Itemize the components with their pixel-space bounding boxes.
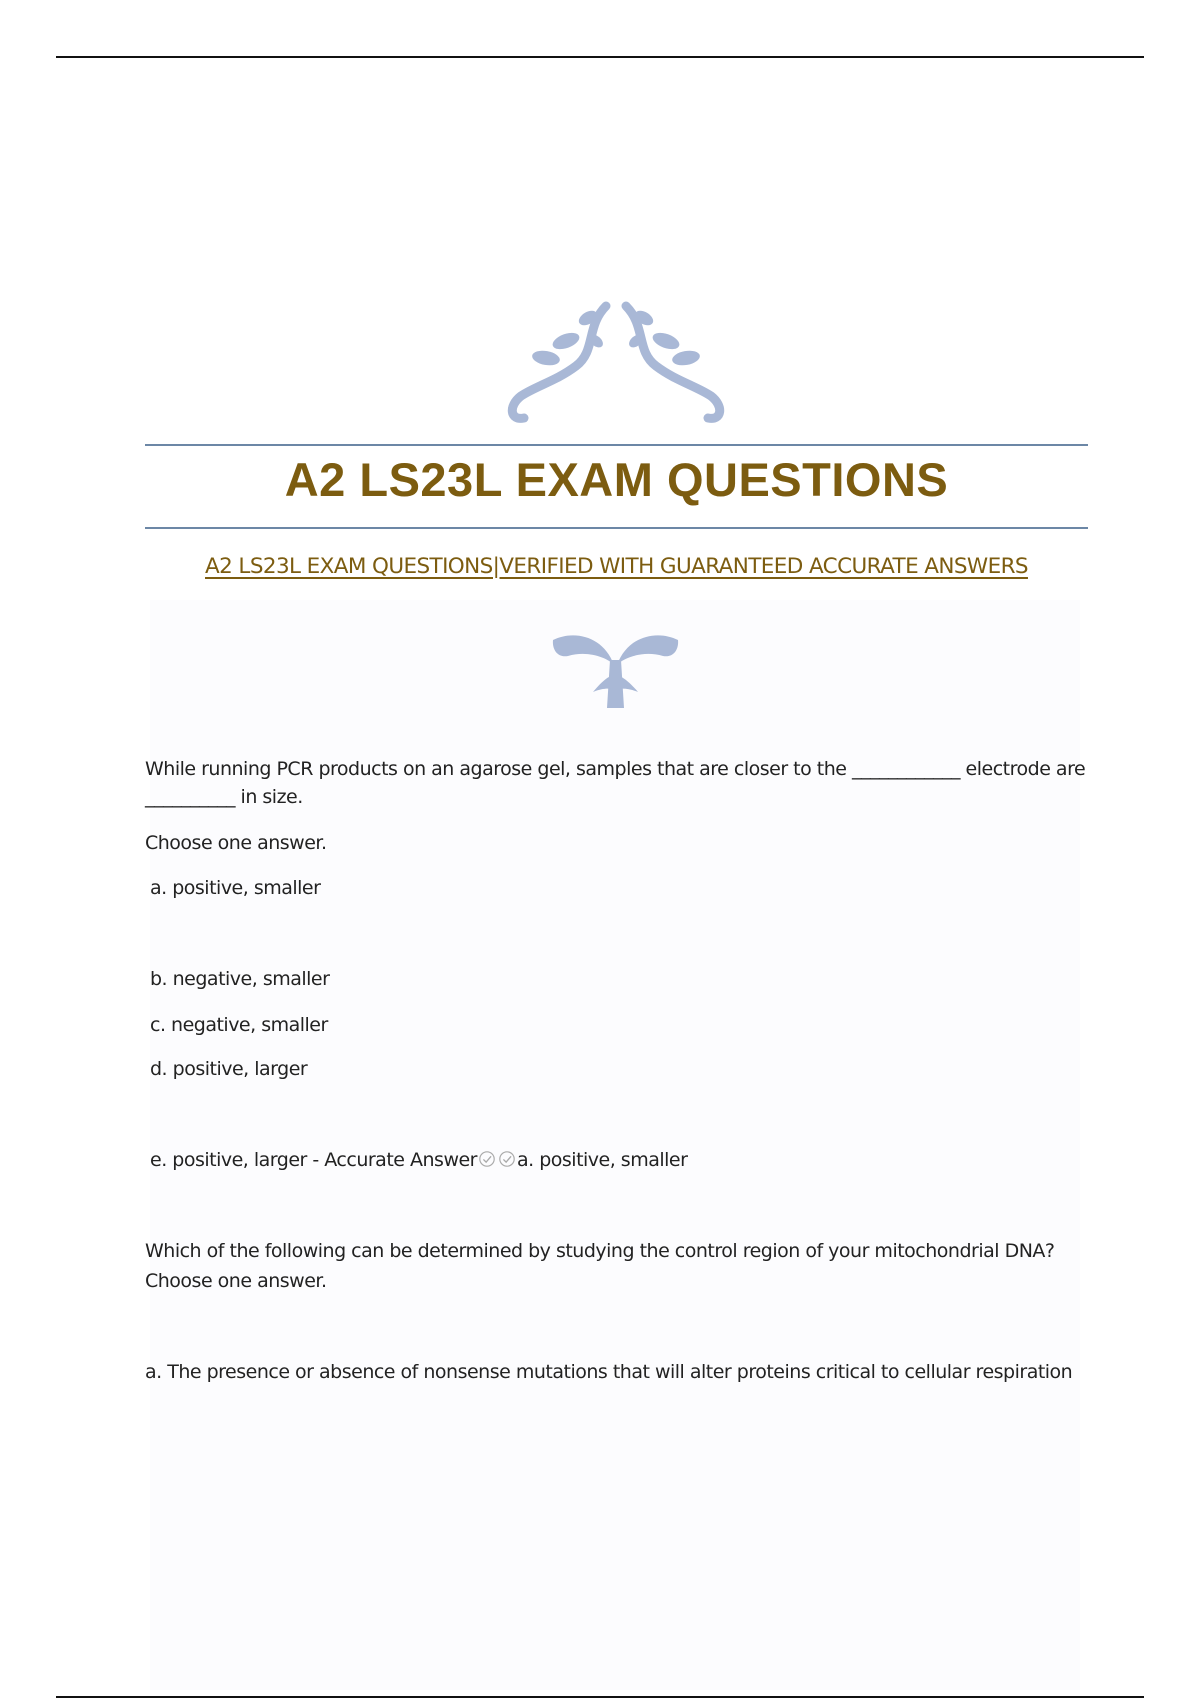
check-circle-icon	[478, 1150, 496, 1168]
question-1-answer	[150, 1146, 1095, 1175]
question-1-option-d: d. positive, larger	[150, 1058, 308, 1080]
answer-prefix: e. positive, larger - Accurate Answer	[150, 1149, 477, 1171]
question-1-line-2: __________ in size.	[145, 786, 303, 808]
bottom-rule	[56, 1696, 1144, 1698]
question-1-instruction: Choose one answer.	[145, 832, 327, 854]
check-circle-icon	[498, 1150, 516, 1168]
question-2-line-2: Choose one answer.	[145, 1270, 327, 1292]
fleuron-divider-icon	[548, 630, 683, 715]
page-subtitle: A2 LS23L EXAM QUESTIONS|VERIFIED WITH GUARANTEED ACCURATE ANSWERS	[205, 554, 1028, 579]
question-1-option-b: b. negative, smaller	[150, 968, 330, 990]
question-1-option-a: a. positive, smaller	[150, 877, 321, 899]
question-1-option-c: c. negative, smaller	[150, 1014, 328, 1036]
answer-value: a. positive, smaller	[516, 1149, 688, 1171]
question-2-option-a: a. The presence or absence of nonsense mutations that will alter proteins critical to cellular respiration	[145, 1361, 1073, 1383]
title-rule-top	[145, 444, 1088, 446]
question-1-line-1: While running PCR products on an agarose gel, samples that are closer to the ____________ electrode are	[145, 758, 1086, 780]
top-rule	[56, 56, 1144, 58]
question-2-line-1: Which of the following can be determined by studying the control region of your mitochondrial DNA?	[145, 1240, 1055, 1262]
page-title: A2 LS23L EXAM QUESTIONS	[284, 453, 949, 506]
floral-ornament-icon	[496, 296, 736, 426]
title-rule-bottom	[145, 527, 1088, 529]
